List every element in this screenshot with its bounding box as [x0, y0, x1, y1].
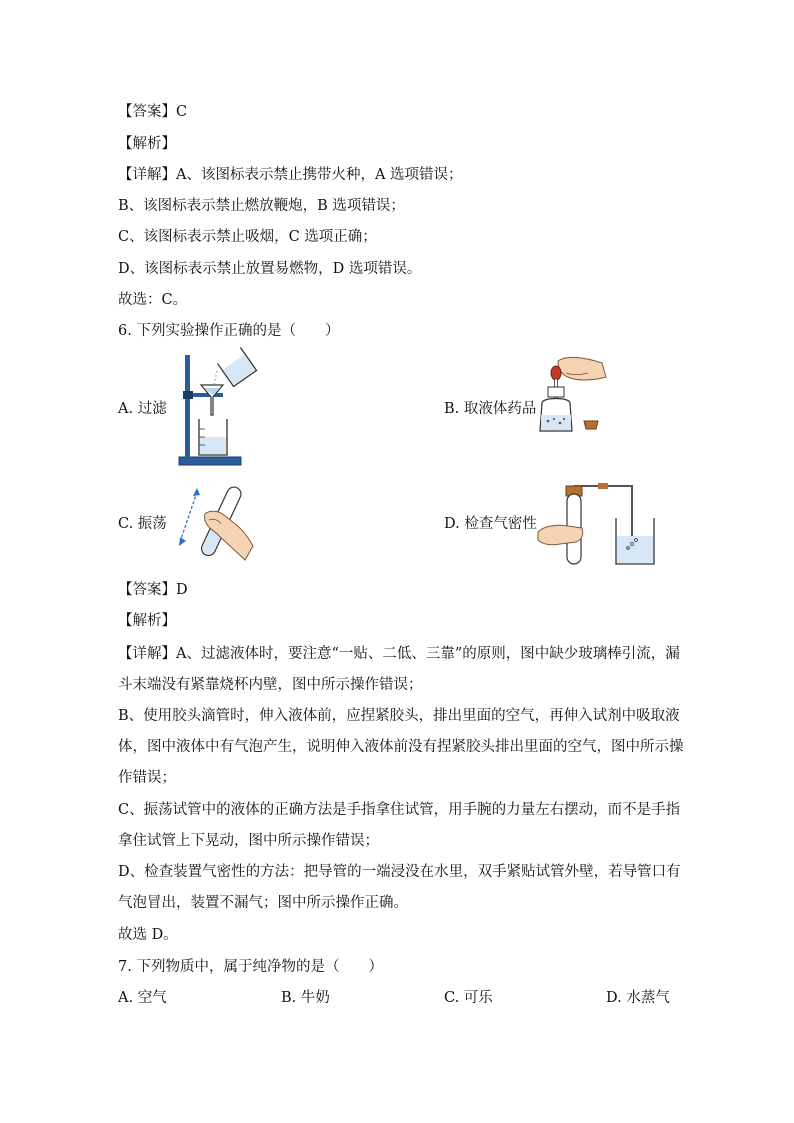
q6-analysis-heading: 【解析】 — [118, 613, 176, 629]
q6-detail-line: D、检查装置气密性的方法：把导管的一端浸没在水里，双手紧贴试管外壁，若导管口有 — [118, 864, 681, 880]
q6-detail-line: C、振荡试管中的液体的正确方法是手指拿住试管，用手腕的力量左右摆动，而不是手指 — [118, 802, 681, 818]
q5-detail-c: C、该图标表示禁止吸烟，C 选项正确； — [118, 229, 377, 245]
q6-answer: 【答案】D — [118, 582, 188, 598]
q7-option-a: A. 空气 — [118, 990, 167, 1006]
q5-analysis-heading: 【解析】 — [118, 136, 176, 152]
airtightness-check-icon — [536, 478, 666, 568]
q6-choose: 故选 D。 — [118, 927, 178, 943]
q7-option-d: D. 水蒸气 — [606, 990, 670, 1006]
q6-option-a-label: A. 过滤 — [118, 401, 167, 417]
q7-option-b: B. 牛奶 — [281, 990, 330, 1006]
q5-detail-d: D、该图标表示禁止放置易燃物，D 选项错误。 — [118, 261, 422, 277]
q5-choose: 故选：C。 — [118, 292, 188, 308]
q5-detail-b: B、该图标表示禁止燃放鞭炮，B 选项错误； — [118, 198, 405, 214]
q5-detail-a: 【详解】A、该图标表示禁止携带火种，A 选项错误； — [118, 167, 463, 183]
q6-detail-line: 体，图中液体中有气泡产生，说明伸入液体前没有捏紧胶头排出里面的空气，图中所示操 — [118, 739, 684, 755]
q6-option-d-label: D. 检查气密性 — [444, 516, 537, 532]
q6-stem: 6. 下列实验操作正确的是（ ） — [118, 323, 340, 339]
q6-detail-line: 拿住试管上下晃动，图中所示操作错误； — [118, 833, 379, 849]
filtration-icon — [175, 347, 260, 469]
q6-detail-line: 斗末端没有紧靠烧杯内壁，图中所示操作错误； — [118, 677, 423, 693]
q6-option-c-label: C. 振荡 — [118, 516, 167, 532]
q6-detail-line: B、使用胶头滴管时，伸入液体前，应捏紧胶头，排出里面的空气，再伸入试剂中吸取液 — [118, 708, 680, 724]
shake-tube-icon — [175, 480, 257, 568]
q6-detail-line: 气泡冒出，装置不漏气；图中所示操作正确。 — [118, 895, 408, 911]
q5-answer: 【答案】C — [118, 104, 188, 120]
dropper-icon — [536, 355, 608, 435]
q6-detail-line: 作错误； — [118, 770, 176, 786]
q6-detail-line: 【详解】A、过滤液体时，要注意“一贴、二低、三靠”的原则，图中缺少玻璃棒引流，漏 — [118, 646, 680, 662]
q6-option-b-label: B. 取液体药品 — [444, 401, 537, 417]
q7-stem: 7. 下列物质中，属于纯净物的是（ ） — [118, 959, 383, 975]
q7-option-c: C. 可乐 — [444, 990, 493, 1006]
